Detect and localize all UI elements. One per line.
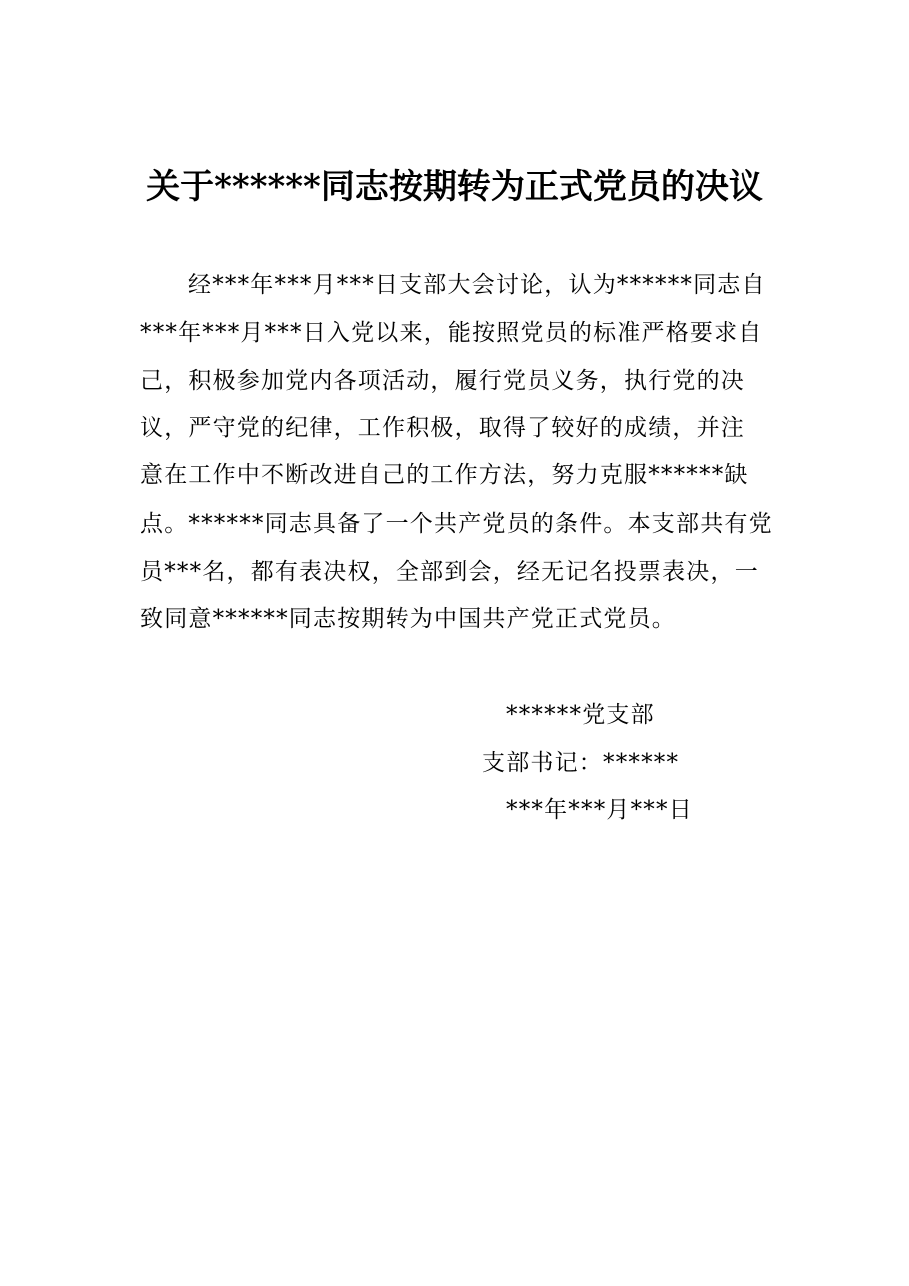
document-title: 关于******同志按期转为正式党员的决议 [146,167,763,207]
body-line-7: 员***名，都有表决权，全部到会，经无记名投票表决，一 [140,559,759,585]
body-line-5: 意在工作中不断改进自己的工作方法，努力克服******缺 [140,462,749,488]
body-line-8: 致同意******同志按期转为中国共产党正式党员。 [140,606,676,632]
signature-branch: ******党支部 [506,702,655,728]
signature-secretary: 支部书记：****** [482,750,680,776]
body-line-3: 己，积极参加党内各项活动，履行党员义务，执行党的决 [140,368,745,394]
body-line-1: 经***年***月***日支部大会讨论，认为******同志自 [188,272,766,298]
signature-date: ***年***月***日 [506,797,693,823]
body-line-2: ***年***月***日入党以来，能按照党员的标准严格要求自 [140,320,763,346]
body-line-4: 议，严守党的纪律，工作积极，取得了较好的成绩，并注 [140,415,745,441]
body-line-6: 点。******同志具备了一个共产党员的条件。本支部共有党 [140,511,773,537]
